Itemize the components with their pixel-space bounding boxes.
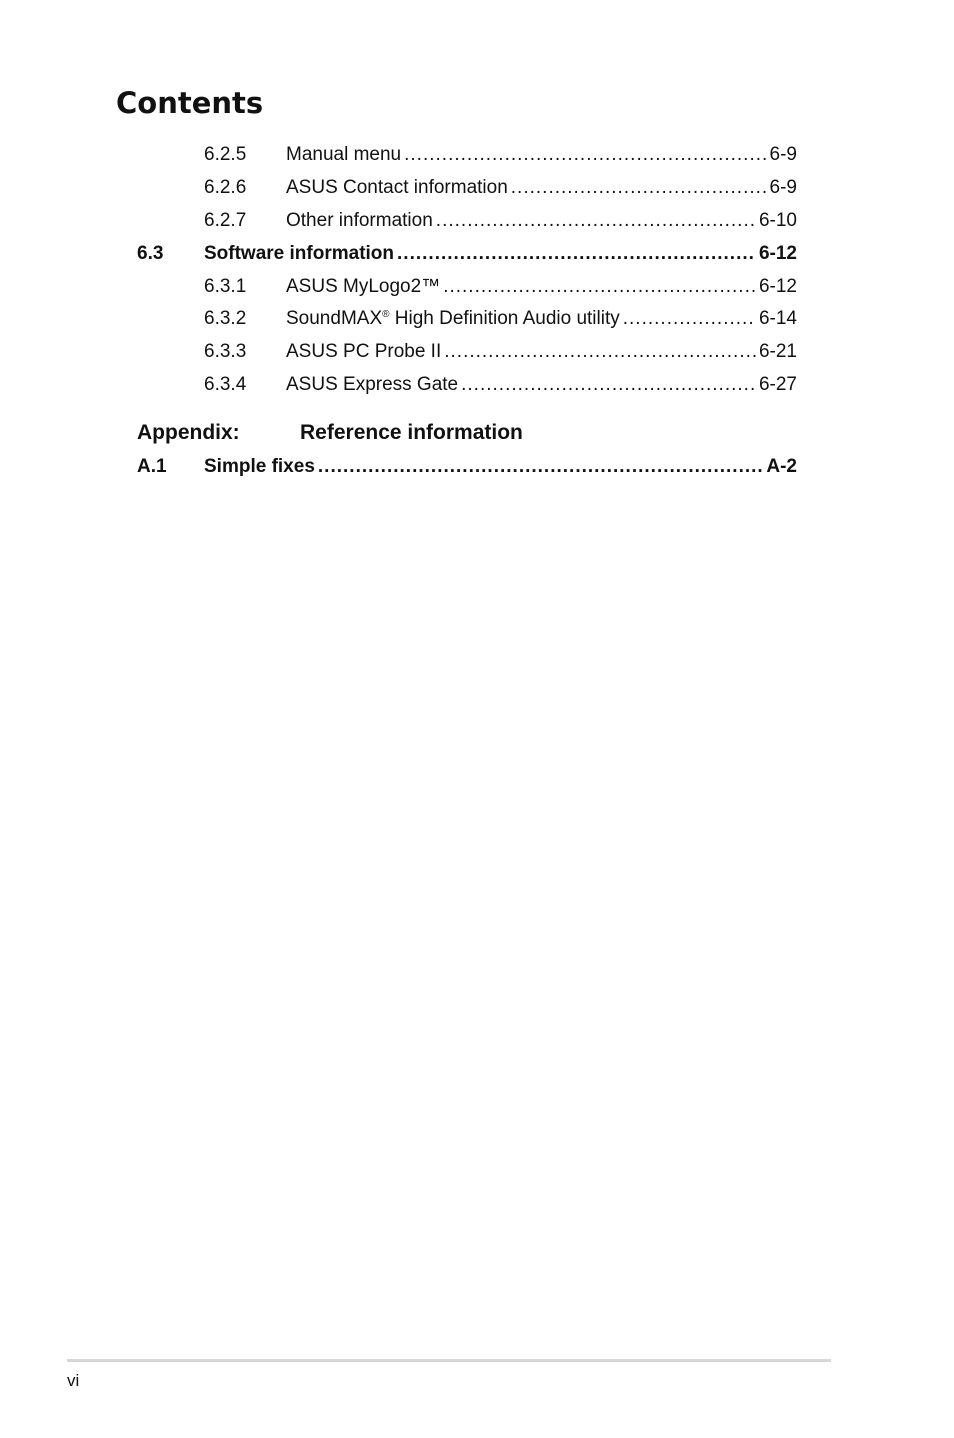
toc-entry-label: Manual menu: [286, 144, 402, 165]
toc-entry-page: 6-10: [758, 210, 797, 231]
toc-entry-label: ASUS Contact information: [286, 177, 508, 198]
toc-entry-page: 6-14: [758, 308, 797, 329]
toc-entry-label: ASUS MyLogo2™: [286, 276, 441, 297]
toc-entry-page: 6-21: [758, 341, 797, 362]
toc-entry-page: 6-12: [758, 243, 797, 264]
toc-entry-number: A.1: [137, 456, 167, 477]
toc-entry[interactable]: [204, 177, 797, 203]
toc-entry[interactable]: [204, 341, 797, 367]
toc-entry-label: Simple fixes: [204, 456, 315, 477]
toc-entry[interactable]: [204, 210, 797, 236]
toc-leader-dots: [461, 374, 756, 396]
toc-entry-page: 6-12: [758, 276, 797, 297]
toc-section-entry[interactable]: [137, 243, 797, 269]
toc-entry[interactable]: [204, 308, 797, 334]
toc-entry-label: ASUS Express Gate: [286, 374, 459, 395]
toc-entry-label: ASUS PC Probe II: [286, 341, 442, 362]
toc-entry[interactable]: [204, 144, 797, 170]
toc-leader-dots: [436, 210, 756, 232]
toc-entry-number: 6.2.6: [204, 177, 247, 198]
toc-entry-page: 6-9: [769, 177, 797, 198]
toc-leader-dots: [404, 144, 766, 166]
toc-leader-dots: [318, 456, 763, 478]
toc-entry-label-rest: High Definition Audio utility: [389, 308, 620, 329]
toc-leader-dots: [397, 243, 756, 265]
appendix-title: Reference information: [300, 421, 523, 444]
toc-entry[interactable]: [204, 374, 797, 400]
footer-divider: [67, 1359, 831, 1362]
toc-entry-label: [286, 308, 620, 330]
appendix-label: Appendix:: [137, 421, 240, 444]
toc-entry-number: 6.3.2: [204, 308, 247, 329]
toc-entry-page: 6-9: [769, 144, 797, 165]
toc-leader-dots: [443, 276, 756, 298]
toc-section-entry[interactable]: [137, 456, 797, 482]
toc-entry-label: Other information: [286, 210, 433, 231]
toc-entry-number: 6.3: [137, 243, 164, 264]
toc-entry-label: Software information: [204, 243, 395, 264]
toc-entry-number: 6.3.4: [204, 374, 247, 395]
toc-entry[interactable]: [204, 276, 797, 302]
toc-entry-label-main: SoundMAX: [286, 308, 383, 329]
toc-entry-number: 6.3.3: [204, 341, 247, 362]
toc-entry-number: 6.2.5: [204, 144, 247, 165]
toc-entry-number: 6.3.1: [204, 276, 247, 297]
registered-mark: ®: [382, 309, 390, 320]
toc-leader-dots: [623, 308, 756, 330]
toc-entry-page: A-2: [766, 456, 797, 477]
toc-leader-dots: [444, 341, 756, 363]
toc-entry-page: 6-27: [758, 374, 797, 395]
toc-entry-number: 6.2.7: [204, 210, 247, 231]
toc-leader-dots: [511, 177, 767, 199]
footer-page-number: vi: [67, 1371, 80, 1390]
page-title: Contents: [116, 86, 264, 120]
